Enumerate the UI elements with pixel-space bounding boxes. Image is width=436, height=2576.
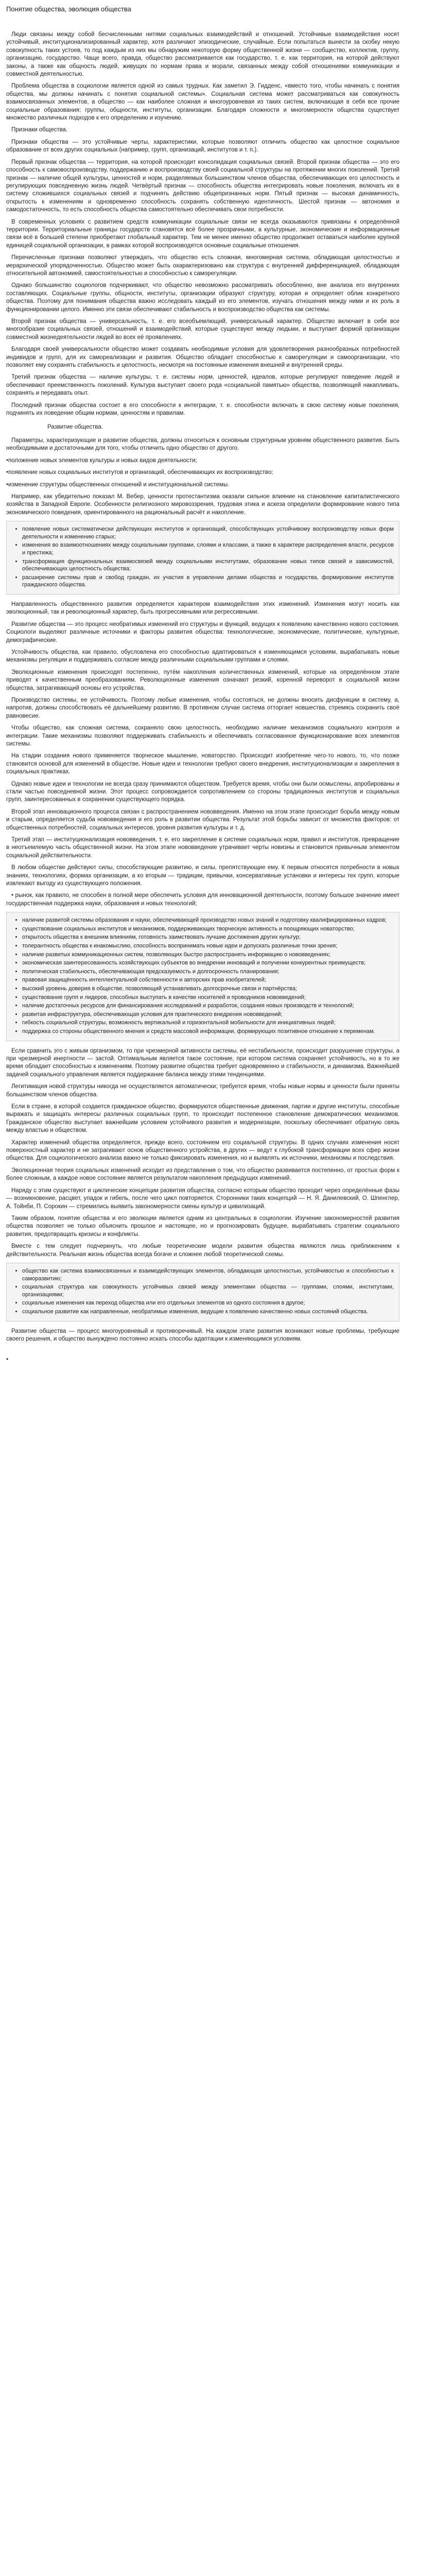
paragraph: Характер изменений общества определяется, прежде всего, состоянием его социальной структуры. В одних случаях изменения носят поверхностный характер и не затрагивают основ общественного устройства, в других — ведут к глубокой трансформации всех сфер жизни общества. Для социологического анализа важно не только фиксировать изменения, но и выявлять их источники, механизмы и последствия. [6,1139,399,1162]
paragraph: •положение новых элементов культуры и новых видов деятельности; [6,457,197,464]
paragraph: Люди связаны между собой бесчисленными нитями социальных взаимодействий и отношений. Устойчивые взаимодействия носят устойчивый, институционализированный характер, хотя различают эпизодические, случайные. Если попытаться вынести за скобку некую совокупность таких устоев, то под каждым из них мы обнаружим некоторую форму общественной жизни — сообщество, коллектив, группу, организацию, государство. Чаще всего, правда, общество рассматривается как государство, т. е. как территория, на которой действуют законы, а также как общность людей, живущих по нормам права и морали, связанных между собой отношениями коммуникации и совместной деятельностью. [6,31,399,78]
list-item: • социальная структура как совокупность устойчивых связей между элементами общества — группами, слоями, институтами, организациями; [22,1283,394,1298]
list-item: • социальные изменения как переход общества или его отдельных элементов из одного состояния в другое; [22,1299,394,1307]
bullet-marker: • [6,1355,9,1363]
list-item: • высокий уровень доверия в обществе, позволяющий устанавливать долгосрочные связи и партнёрства; [22,985,394,993]
paragraph: Однако новые идеи и технологии не всегда сразу принимаются обществом. Требуется время, чтобы они были осмыслены, апробированы и стали частью повседневной жизни. Этот процесс сопровождается сопротивлением со стороны традиционных институтов и социальных групп, заинтересованных в сохранении существующего порядка. [6,781,399,803]
paragraph: •изменение структуры общественных отношений и институциональной системы. [6,481,230,488]
paragraph: Признаки общества — это устойчивые черты, характеристики, которые позволяют отличить общество как целостное социальное образование от всех других социальных (например, групп, организаций, институтов и т. п.). [6,139,399,154]
paragraph: Например, как убедительно показал М. Вебер, ценности протестантизма оказали сильное влияние на становление капиталистического хозяйства в Западной Европе. Особенности религиозного мировоззрения, трудовая этика и аскеза определили формирование нового типа экономического поведения, ориентированного на рациональный расчёт и накопление. [6,493,399,516]
list-item: • развитая инфраструктура, обеспечивающая условия для практического внедрения нововведений; [22,1011,394,1019]
paragraph: Устойчивость общества, как правило, обусловлена его способностью адаптироваться к изменяющимся условиям, вырабатывать новые механизмы регуляции и поддерживать согласие между различными социальными группами и слоями. [6,649,399,664]
paragraph: В современных условиях с развитием средств коммуникации социальные связи не всегда оказываются привязаны к определённой территории. Территориальные границы государств становятся всё более прозрачными, а культурные, экономические и информационные связи всё в большей степени приобретают глобальный характер. Тем не менее именно общество продолжает оставаться наиболее крупной единицей социальной организации, в рамках которой воспроизводятся основные социальные отношения. [6,218,399,249]
paragraph: Если сравнить это с живым организмом, то при чрезмерной активности системы, её нестабильности, происходит разрушение структуры, а при чрезмерной инертности — застой. Оптимальным является такое состояние, при котором система сохраняет устойчивость, но в то же время обладает способностью к изменениям. Поэтому развитие общества требует одновременно и стабильности, и динамизма. Важнейшей задачей социального управления является поддержание баланса между этими тенденциями. [6,1047,399,1078]
paragraph: Признаки общества. [11,127,68,133]
paragraph: Третий этап — институционализация нововведения, т. е. его закрепление в системе социальных норм, правил и институтов, превращение в неотъемлемую часть общественной жизни. На этом этапе нововведение утрачивает черты новизны и становится привычным элементом социальной действительности. [6,837,399,859]
list-item: • существование групп и лидеров, способных выступать в качестве носителей и проводников нововведений; [22,994,394,1002]
list-item: • толерантность общества к инакомыслию, способность воспринимать новые идеи и допускать различные точки зрения; [22,942,394,950]
paragraph: Перечисленные признаки позволяют утверждать, что общество есть сложная, многомерная система, обладающая целостностью и иерархической упорядоченностью. Общество может быть охарактеризовано как структура с внутренней дифференциацией, обладающая относительной автономией, самостоятельностью и способностью к саморегуляции. [6,255,399,277]
paragraph: На стадии создания нового применяется творческое мышление, новаторство. Происходит изобретение чего-то нового, то, что позже становится основой для изменений в обществе. Новые идеи и технологии требуют своего внедрения, институционализации и закрепления в социальных практиках. [6,753,399,775]
paragraph: Развитие общества — это процесс необратимых изменений его структуры и функций, ведущих к появлению качественно нового состояния. Социологи выделяют различные источники и факторы развития общества: технологические, экономические, политические, культурные, демографические. [6,621,399,643]
paragraph: •появление новых социальных институтов и организаций, обеспечивающих их воспроизводство; [6,469,273,476]
list-item: • существование социальных институтов и механизмов, поддерживающих творческую активность и поощряющих новаторство; [22,925,394,933]
list-item: • общество как система взаимосвязанных и взаимодействующих элементов, обладающая целостностью, устойчивостью и способностью к саморазвитию; [22,1267,394,1282]
list-item: • политическая стабильность, обеспечивающая предсказуемость и долгосрочность планирования; [22,968,394,976]
list-item: • экономическая заинтересованность хозяйствующих субъектов во внедрении инноваций и получении конкурентных преимуществ; [22,959,394,967]
paragraph: Третий признак общества — наличие культуры, т. е. системы норм, ценностей, идеалов, которые регулируют поведение людей и обеспечивают преемственность поколений. Культура выступает своего рода «социальной памятью» общества, позволяющей накапливать, сохранять и передавать опыт. [6,374,399,397]
bullet-list [6,1263,399,1321]
paragraph: Параметры, характеризующие и развитие общества, должны относиться к основным структурным уровням общественного развития. Быть необходимыми и достаточными для того, чтобы отличить одно общество от другого. [6,437,399,452]
list-item: • наличие развитой системы образования и науки, обеспечивающей производство новых знаний и подготовку квалифицированных кадров; [22,917,394,924]
paragraph: Развитие общества — процесс многоуровневый и противоречивый. На каждом этапе развития возникают новые проблемы, требующие своего решения, и общество вынуждено постоянно искать способы адаптации к изменяющимся условиям. [6,1328,399,1342]
paragraph: • рынок, как правило, не способен в полной мере обеспечить условия для инновационной деятельности, поэтому большое значение имеет государственная поддержка науки, образования и новых технологий; [6,892,399,907]
paragraph: Второй признак общества — универсальность, т. е. его всеобъемлющий, универсальный характер. Общество включает в себя все многообразие социальных связей, отношений и взаимодействий, которые существуют между людьми, и выступает формой организации совместной жизнедеятельности людей во всех её проявлениях. [6,318,399,341]
list-item: • гибкость социальной структуры, возможность вертикальной и горизонтальной мобильности для инициативных людей; [22,1019,394,1027]
paragraph: В любом обществе действуют силы, способствующие развитию, и силы, препятствующие ему. К первым относятся потребности в новых знаниях, технологиях, формах организации, а ко вторым — традиции, привычки, консервативные установки и интересы тех групп, которые извлекают выгоду из существующего положения. [6,865,399,887]
paragraph: Однако большинство социологов подчеркивают, что общество невозможно рассматривать обособленно, вне анализа его внутренних составляющих. Социальные группы, общности, институты, организации образуют структуру, которая и определяет облик конкретного общества. Поэтому для понимания общества важно исследовать каждый из его элементов, изучать отношения между ними и их роль в функционировании целого. Именно эти связи обеспечивают стабильность и воспроизводство общества как системы. [6,282,399,313]
list-item: • поддержка со стороны общественного мнения и средств массовой информации, формирующих позитивное отношение к переменам. [22,1028,394,1036]
paragraph: Чтобы общество, как сложная система, сохраняло свою целостность, необходимо наличие механизмов социального контроля и интеграции. Такие механизмы позволяют поддерживать стабильность и обеспечивать согласованное функционирование всех элементов системы. [6,725,399,747]
list-item: • социальное развитие как направленные, необратимые изменения, ведущие к появлению качественно новых состояний общества. [22,1308,394,1316]
document-body [6,31,399,1343]
paragraph: Благодаря своей универсальности общество может создавать необходимые условия для удовлетворения разнообразных потребностей индивидов и групп, для их самореализации и развития. Общество обладает способностью к саморегуляции и самоорганизации, что позволяет ему сохранять стабильность и целостность, несмотря на постоянные изменения внешней и внутренней среды. [6,346,399,369]
paragraph: Легитимация новой структуры никогда не осуществляется автоматически; требуется время, чтобы новые нормы и ценности были приняты большинством членов общества. [6,1083,399,1098]
list-item: • наличие развитых коммуникационных систем, позволяющих быстро распространять информацию о нововведениях; [22,951,394,959]
paragraph: Последний признак общества состоит в его способности к интеграции, т. е. способности включать в свою систему новые поколения, подчинять их поведение общим нормам, ценностям и правилам. [6,402,399,417]
list-item: • появление новых систематически действующих институтов и организаций, способствующих устойчивому воспроизводству новых форм деятельности и изменению старых; [22,526,394,540]
list-item: • наличие достаточных ресурсов для финансирования исследований и разработок, создания новых производств и технологий; [22,1002,394,1010]
paragraph: Таким образом, понятие общества и его эволюции является одним из центральных в социологии. Изучение закономерностей развития общества позволяет не только объяснить прошлое и настоящее, но и прогнозировать будущее, вырабатывать стратегии социального развития, предотвращать кризисы и конфликты. [6,1215,399,1238]
paragraph: Эволюционная теория социальных изменений исходит из представления о том, что общество развивается постепенно, от простых форм к более сложным, а каждое новое состояние является результатом накопления предыдущих изменений. [6,1167,399,1182]
paragraph: Проблема общества в социологии является одной из самых трудных. Как заметил Э. Гидденс, «вместо того, чтобы начинать с понятия общества, мы должны начинать с понятия социальной системы». Социальная система может рассматриваться как совокупность взаимосвязанных элементов, а общество — как наиболее сложная и многоуровневая из таких систем, включающая в себя все прочие социальные образования: группы, общности, институты, организации. Благодаря сложности и многомерности общества существует множество различных подходов к его определению и изучению. [6,83,399,122]
bullet-list [6,521,399,595]
page-title: Понятие общества, эволюция общества [6,5,131,13]
section-heading: Развитие общества. [47,424,103,431]
paragraph: Если в стране, в которой создается гражданское общество, формируются общественные движения, партии и другие институты, способные выражать и защищать интересы различных социальных групп, то происходит постепенное становление демократических механизмов. Гражданское общество выступает важнейшим условием устойчивого развития и модернизации, поскольку обеспечивает обратную связь между властью и обществом. [6,1104,399,1134]
paragraph: Наряду с этим существуют и циклические концепции развития общества, согласно которым общество проходит через определённые фазы — возникновение, расцвет, упадок и гибель, после чего цикл повторяется. Сторонники таких концепций — Н. Я. Данилевский, О. Шпенглер, А. Тойнби, П. Сорокин — стремились выявить закономерности смены культур и цивилизаций. [6,1187,399,1210]
list-item: • правовая защищённость интеллектуальной собственности и авторских прав изобретателей; [22,976,394,984]
list-item: • трансформация функциональных взаимосвязей между социальными институтами, образование новых типов связей и зависимостей, обеспечивающих целостность общества; [22,558,394,573]
document-page [0,0,406,1363]
list-item: • открытость общества к внешним влияниям, готовность заимствовать лучшие достижения других культур; [22,934,394,941]
bullet-list [6,912,399,1041]
paragraph: Первый признак общества — территория, на которой происходит консолидация социальных связей. Второй признак общества — это его способность к самовоспроизводству, поддержанию и воспроизводству своей социальной структуры на протяжении многих поколений. Третий признак — наличие общей культуры, ценностей и норм, разделяемых большинством членов общества, обеспечивающих его целостность и регулирующих повседневную жизнь людей. Четвёртый признак — способность общества интегрировать новые поколения, включать их в систему сложившихся социальных связей и подчинять действию общепризнанных норм. Пятый признак — высокая динамичность, открытость к изменениям и одновременно способность сохранять собственную идентичность. Шестой признак — автономия и самодостаточность, то есть способность общества самостоятельно обеспечивать свои потребности. [6,159,399,213]
paragraph: Направленность общественного развития определяется характером взаимодействия этих изменений. Изменения могут носить как эволюционный, так и революционный характер, быть прогрессивными или регрессивными. [6,601,399,616]
paragraph: Второй этап инновационного процесса связан с распространением нововведения. Именно на этом этапе происходит борьба между новым и старым, определяется судьба нововведения и его роль в развитии общества. Результат этой борьбы зависит от множества факторов: от общественных потребностей, социальных интересов, уровня развития культуры и т. д. [6,808,399,831]
paragraph: Вместе с тем следует подчеркнуть, что любые теоретические модели развития общества являются лишь приближением к действительности. Реальная жизнь общества всегда богаче и сложнее любой теоретической схемы. [6,1243,399,1258]
paragraph: Производство системы, ее устойчивость. Поэтому любые изменения, чтобы состояться, не должны вносить дисфункции в систему, а, напротив, должны способствовать её дальнейшему развитию. В противном случае система отторгает новшества, стремясь сохранить своё равновесие. [6,697,399,719]
paragraph: Эволюционные изменения происходят постепенно, путём накопления количественных изменений, которые на определённом этапе приводят к качественным преобразованиям. Революционные изменения означают резкий, коренной переворот в социальной жизни общества, затрагивающий основы его устройства. [6,669,399,691]
list-item: • расширение системы прав и свобод граждан, их участия в управлении делами общества и государства, формирование институтов гражданского общества. [22,574,394,589]
list-item: • изменения во взаимоотношениях между социальными группами, слоями и классами, а также в характере распределения власти, ресурсов и престижа; [22,541,394,556]
